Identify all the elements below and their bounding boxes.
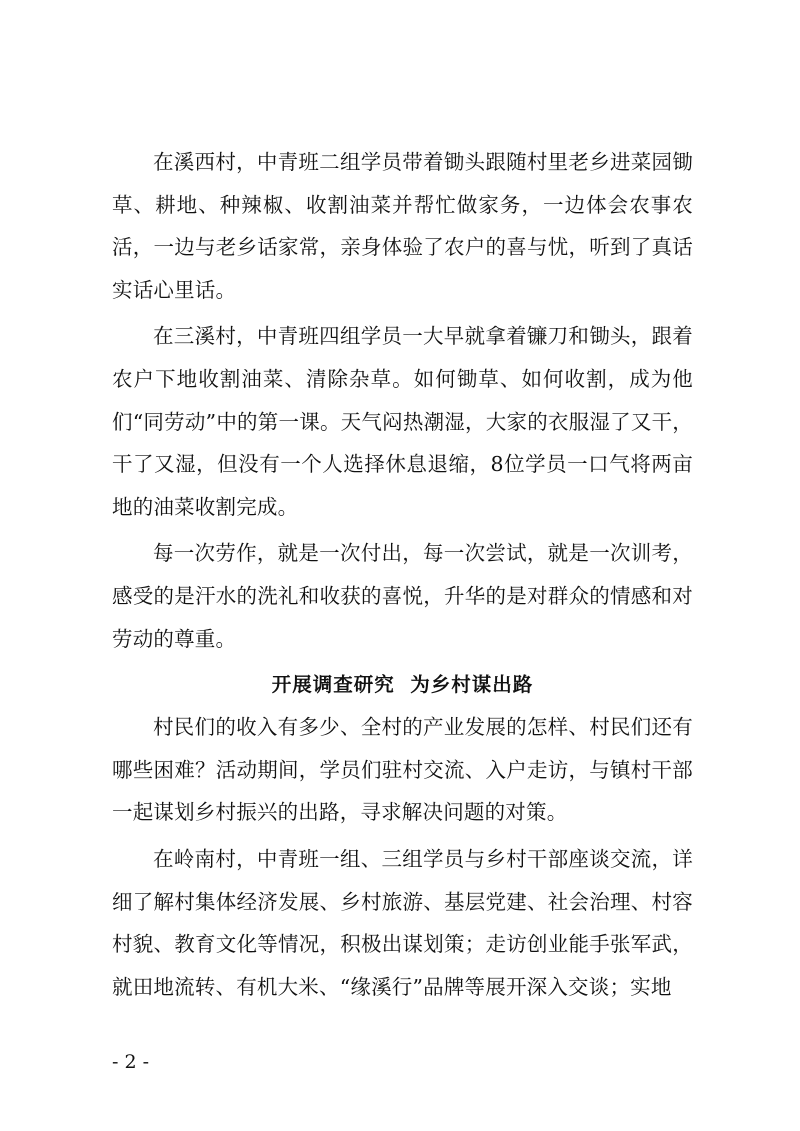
paragraph-sanxi-village: 在三溪村，中青班四组学员一大早就拿着镰刀和锄头，跟着农户下地收割油菜、清除杂草。如何锄草、如何收割，成为他们“同劳动”中的第一课。天气闷热潮湿，大家的衣服湿了又干，干了又湿，但没有一个人选择休息退缩，8位学员一口气将两亩地的油菜收割完成。 [112,324,693,519]
paragraph-xixi-village: 在溪西村，中青班二组学员带着锄头跟随村里老乡进菜园锄草、耕地、种辣椒、收割油菜并帮忙做家务，一边体会农事农活，一边与老乡话家常，亲身体验了农户的喜与忧，听到了真话实话心里话。 [112,150,693,302]
section-heading: 开展调查研究 为乡村谋出路 [271,673,534,697]
paragraph-lingnan-village: 在岭南村，中青班一组、三组学员与乡村干部座谈交流，详细了解村集体经济发展、乡村旅游、基层党建、社会治理、村容村貌、教育文化等情况，积极出谋划策；走访创业能手张军武，就田地流转、有机大米、“缘溪行”品牌等展开深入交谈；实地 [112,846,693,999]
page-number: - 2 - [112,1051,150,1073]
document-body [112,141,693,1012]
paragraph-research-intro: 村民们的收入有多少、全村的产业发展的怎样、村民们还有哪些困难？活动期间，学员们驻村交流、入户走访，与镇村干部一起谋划乡村振兴的出路，寻求解决问题的对策。 [112,715,693,825]
paragraph-labor-reflection: 每一次劳作，就是一次付出，每一次尝试，就是一次训考，感受的是汗水的洗礼和收获的喜悦，升华的是对群众的情感和对劳动的尊重。 [112,541,693,651]
